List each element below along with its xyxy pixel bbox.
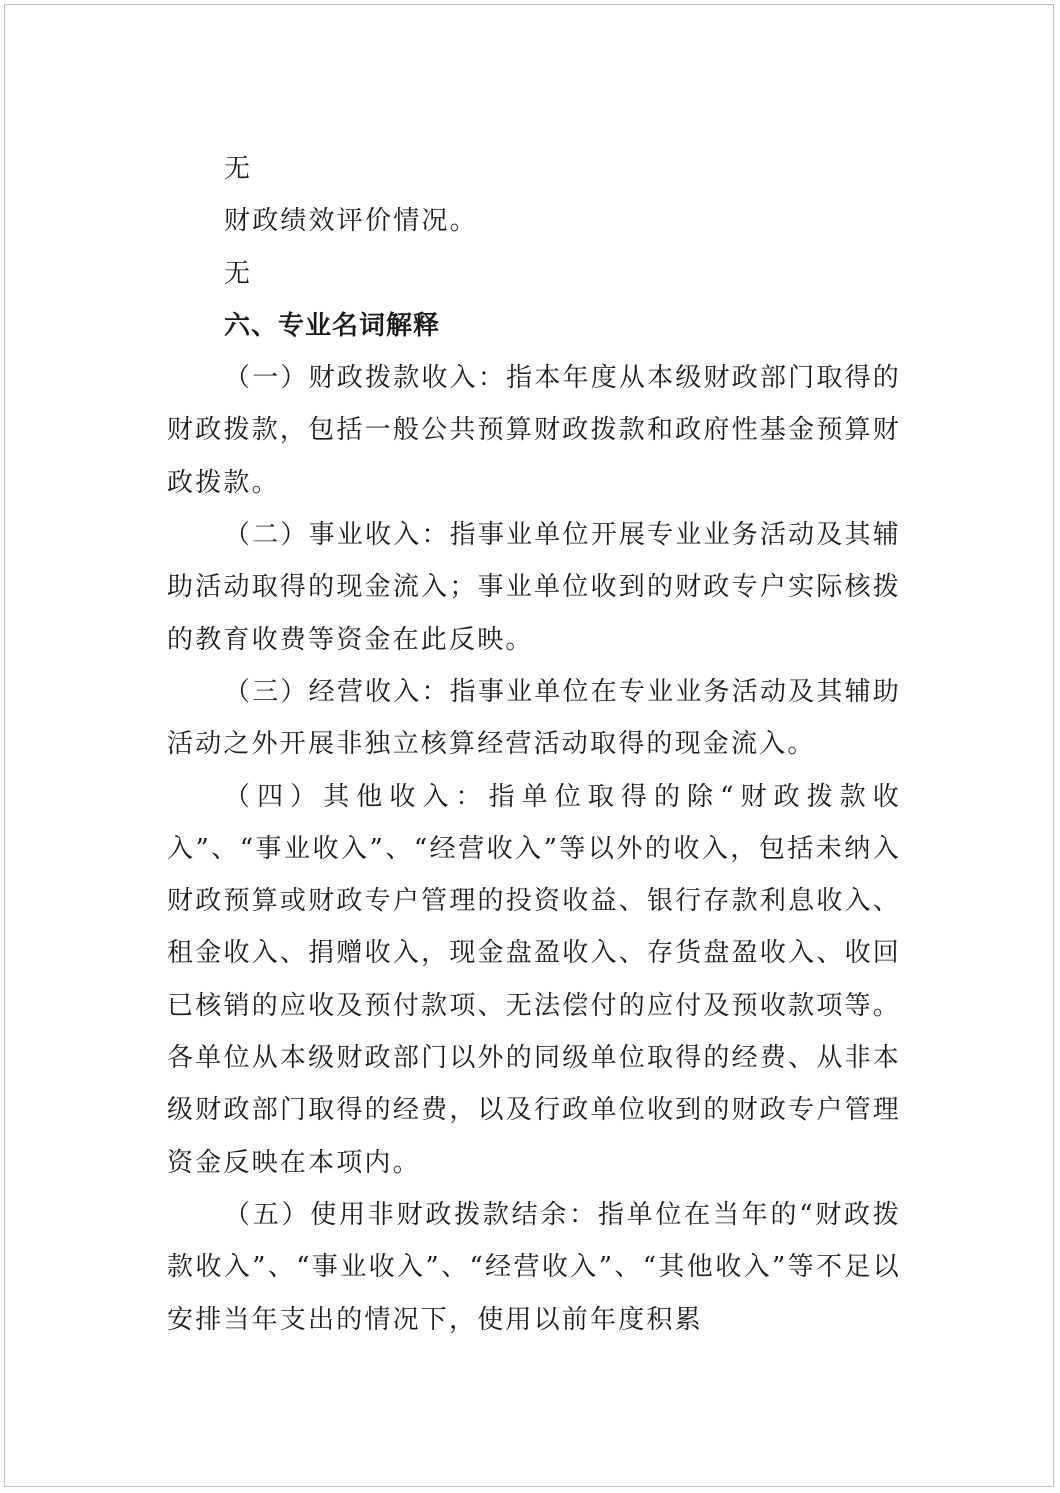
paragraph-term-2: （二）事业收入：指事业单位开展专业业务活动及其辅助活动取得的现金流入；事业单位收到的财政专户实际核拨的教育收费等资金在此反映。 [167, 520, 901, 655]
paragraph-term-4: （四）其他收入：指单位取得的除“财政拨款收入”、“事业收入”、“经营收入”等以外的收入，包括未纳入财政预算或财政专户管理的投资收益、银行存款利息收入、租金收入、捐赠收入，现金盘盈收入、存货盘盈收入、收回已核销的应收及预付款项、无法偿付的应付及预收款项等。各单位从本级财政部门以外的同级单位取得的经费、从非本级财政部门取得的经费，以及行政单位收到的财政专户管理资金反映在本项内。 [167, 781, 901, 1178]
paragraph-term-3: （三）经营收入：指事业单位在专业业务活动及其辅助活动之外开展非独立核算经营活动取得的现金流入。 [167, 676, 901, 760]
document-page [4, 4, 1054, 1487]
paragraph-none-2: 无 [224, 258, 253, 289]
section-heading-terms: 六、专业名词解释 [224, 310, 441, 341]
paragraph-performance-evaluation: 财政绩效评价情况。 [224, 206, 478, 237]
paragraph-term-1: （一）财政拨款收入：指本年度从本级财政部门取得的财政拨款，包括一般公共预算财政拨款和政府性基金预算财政拨款。 [167, 363, 901, 498]
document-body [167, 143, 901, 1346]
paragraph-term-5: （五）使用非财政拨款结余：指单位在当年的“财政拨款收入”、“事业收入”、“经营收入”、“其他收入”等不足以安排当年支出的情况下，使用以前年度积累 [167, 1199, 901, 1335]
paragraph-none-1: 无 [224, 154, 253, 184]
